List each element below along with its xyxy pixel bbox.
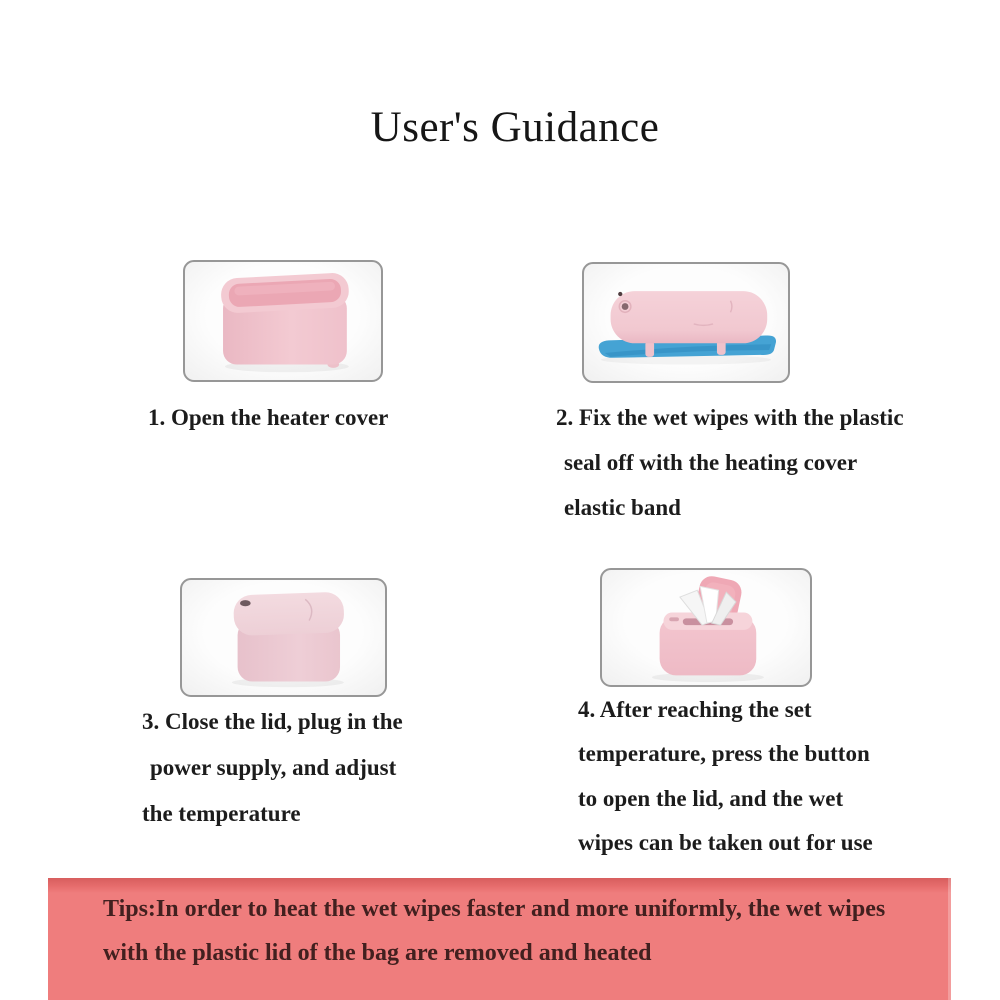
caption-line: wipes can be taken out for use: [578, 829, 873, 855]
open-heater-box-illustration: [185, 262, 381, 380]
page-title: User's Guidance: [370, 104, 660, 151]
caption-line: 4. After reaching the set: [578, 697, 812, 722]
step4-image-frame: [600, 568, 812, 687]
step3-image-frame: [180, 578, 387, 697]
step1-caption: [148, 395, 388, 440]
step3-caption: [142, 699, 403, 837]
caption-line: elastic band: [564, 495, 681, 520]
closed-heater-box-illustration: [182, 580, 385, 695]
heating-cover-with-wipes-illustration: [584, 264, 788, 381]
caption-line: seal off with the heating cover: [564, 450, 858, 475]
caption-line: temperature, press the button: [578, 741, 870, 767]
caption-line: 3. Close the lid, plug in the: [142, 709, 403, 734]
caption-line: 2. Fix the wet wipes with the plastic: [556, 405, 904, 430]
caption-line: power supply, and adjust: [150, 755, 397, 780]
step2-image-frame: [582, 262, 790, 383]
step2-caption: [556, 395, 904, 530]
caption-line: 1. Open the heater cover: [148, 405, 389, 430]
step4-caption: [578, 688, 873, 865]
tips-line: with the plastic lid of the bag are removed and heated: [103, 940, 652, 966]
caption-line: the temperature: [142, 801, 301, 826]
heater-dispensing-wipes-illustration: [602, 570, 810, 685]
caption-line: to open the lid, and the wet: [578, 785, 844, 811]
step1-image-frame: [183, 260, 383, 382]
tips-banner: [48, 878, 951, 1000]
tips-text: [48, 878, 951, 975]
tips-line: Tips:In order to heat the wet wipes faster and more uniformly, the wet wipes: [103, 896, 886, 922]
